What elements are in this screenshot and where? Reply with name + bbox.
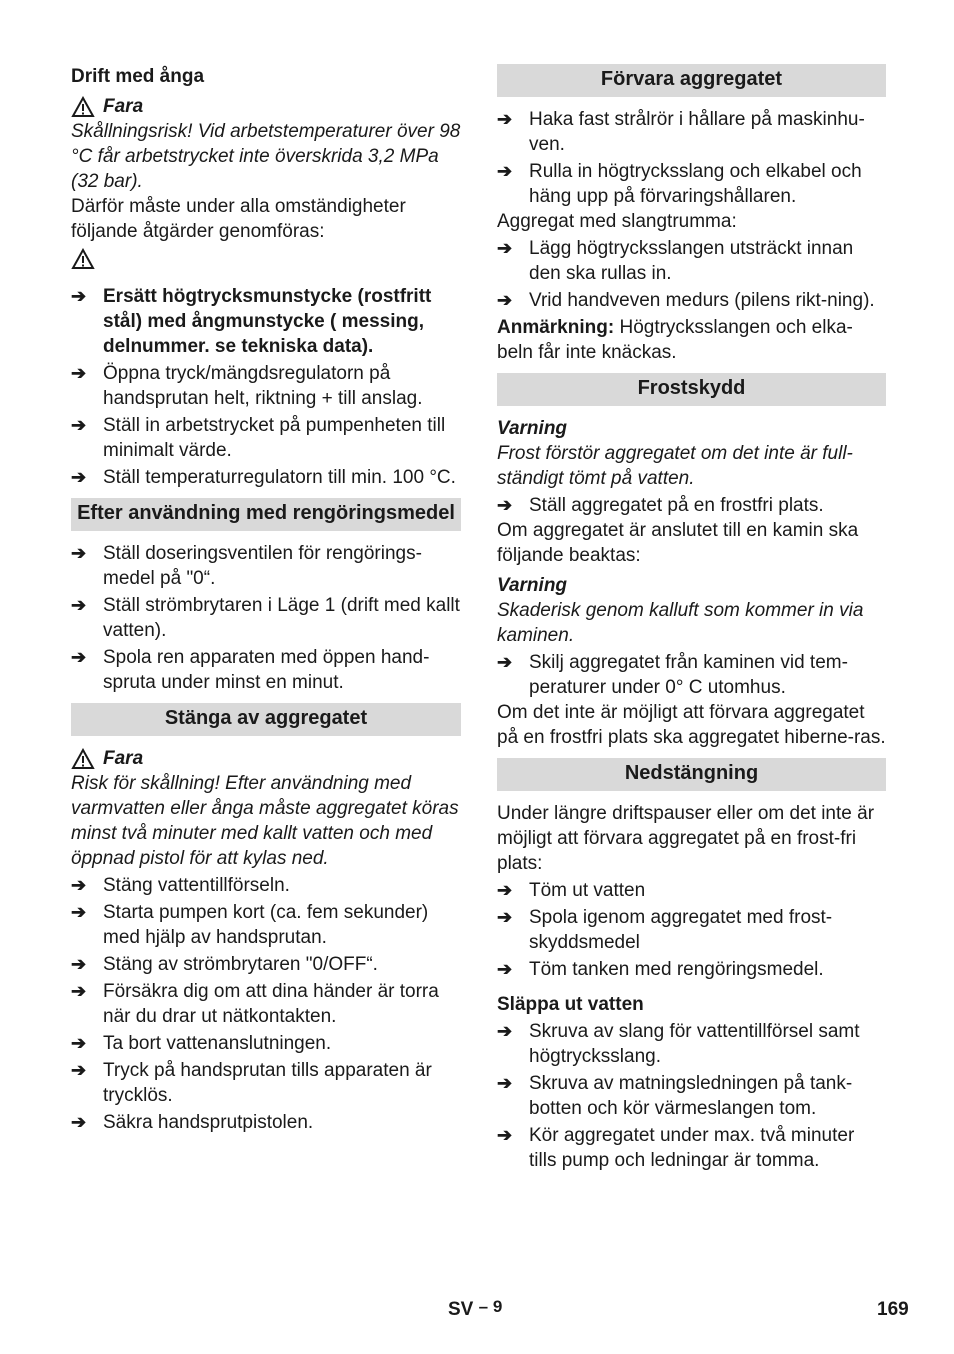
arrow-icon: ➔ <box>71 363 87 383</box>
slappa-ut-vatten-heading: Släppa ut vatten <box>497 994 644 1015</box>
list-item: ➔ Tryck på handsprutan tills apparaten är trycklös. <box>71 1060 432 1106</box>
arrow-icon: ➔ <box>71 902 87 922</box>
arrow-icon: ➔ <box>71 981 87 1001</box>
frostskydd-heading: Frostskydd <box>497 373 886 406</box>
arrow-icon: ➔ <box>497 1021 513 1041</box>
arrow-icon: ➔ <box>71 1033 87 1053</box>
list-item: ➔ Skruva av matningsledningen på tank-botten och kör värmeslangen tom. <box>497 1073 853 1119</box>
list-item: ➔ Öppna tryck/mängdsregulatorn på handsprutan helt, riktning + till anslag. <box>71 363 423 409</box>
list-item: ➔ Ställ strömbrytaren i Läge 1 (drift med kallt vatten). <box>71 595 460 641</box>
warning-triangle-icon <box>71 96 95 118</box>
varning-text-1: Frost förstör aggregatet om det inte är full-ständigt tömt på vatten. <box>497 443 853 489</box>
list-item: ➔ Töm tanken med rengöringsmedel. <box>497 959 824 980</box>
arrow-icon: ➔ <box>497 1125 513 1145</box>
arrow-icon: ➔ <box>497 652 513 672</box>
intro-text: Därför måste under alla omständigheter följande åtgärder genomföras: <box>71 196 406 242</box>
arrow-icon: ➔ <box>71 1060 87 1080</box>
arrow-icon: ➔ <box>497 495 513 515</box>
arrow-icon: ➔ <box>497 161 513 181</box>
list-item: ➔ Starta pumpen kort (ca. fem sekunder) med hjälp av handsprutan. <box>71 902 429 948</box>
arrow-icon: ➔ <box>497 109 513 129</box>
arrow-icon: ➔ <box>497 959 513 979</box>
list-item: ➔ Vrid handveven medurs (pilens rikt-ning). <box>497 290 875 311</box>
stanga-av-heading: Stänga av aggregatet <box>71 703 461 736</box>
fara-label-2: Fara <box>103 748 144 769</box>
list-item: ➔ Rulla in högtrycksslang och elkabel och häng upp på förvaringshållaren. <box>497 161 862 207</box>
varning-label-2: Varning <box>497 575 568 596</box>
varning-text-2: Skaderisk genom kalluft som kommer in via kaminen. <box>497 600 864 646</box>
arrow-icon: ➔ <box>497 1073 513 1093</box>
list-item: ➔ Stäng vattentillförseln. <box>71 875 290 896</box>
fara-text-1: Skållningsrisk! Vid arbetstemperaturer över 98 °C får arbetstrycket inte överskrida 3,2 MPa (32 bar). <box>71 121 461 192</box>
warning-triangle-icon <box>71 248 95 270</box>
list-item: ➔ Ställ doseringsventilen för rengörings-medel på "0“. <box>71 543 422 589</box>
warning-icon-row <box>71 248 461 274</box>
arrow-icon: ➔ <box>497 880 513 900</box>
arrow-icon: ➔ <box>71 875 87 895</box>
arrow-icon: ➔ <box>71 1112 87 1132</box>
anmarkning: Anmärkning: Högtrycksslangen och elka-beln får inte knäckas. <box>497 317 853 363</box>
fara-text-2: Risk för skållning! Efter användning med varmvatten eller ånga måste aggregatet köras minst två minuter med kallt vatten och med öppnad pistol för att kylas ned. <box>71 773 459 869</box>
list-item: ➔ Stäng av strömbrytaren "0/OFF“. <box>71 954 378 975</box>
arrow-icon: ➔ <box>71 415 87 435</box>
list-item: ➔ Kör aggregatet under max. två minuter tills pump och ledningar är tomma. <box>497 1125 855 1171</box>
right-column <box>497 64 886 1173</box>
arrow-icon: ➔ <box>71 286 87 306</box>
nedstangning-heading: Nedstängning <box>497 758 886 791</box>
efter-anvandning-heading: Efter användning med rengöringsmedel <box>71 498 461 531</box>
fara-warning-1 <box>71 94 461 119</box>
list-item: ➔ Säkra handsprutpistolen. <box>71 1112 314 1133</box>
left-column <box>71 64 461 1135</box>
arrow-icon: ➔ <box>71 647 87 667</box>
drift-med-anga-heading: Drift med ånga <box>71 66 205 87</box>
arrow-icon: ➔ <box>71 954 87 974</box>
fara-warning-2 <box>71 746 461 771</box>
list-item: ➔ Ställ in arbetstrycket på pumpenheten till minimalt värde. <box>71 415 446 461</box>
list-item: ➔ Ställ aggregatet på en frostfri plats. <box>497 495 824 516</box>
arrow-icon: ➔ <box>71 543 87 563</box>
list-item: ➔ Skilj aggregatet från kaminen vid tem-peraturer under 0° C utomhus. <box>497 652 848 698</box>
list-item: ➔ Lägg högtrycksslangen utsträckt innan den ska rullas in. <box>497 238 854 284</box>
arrow-icon: ➔ <box>71 595 87 615</box>
arrow-icon: ➔ <box>71 467 87 487</box>
footer-section: SV – 9 <box>448 1297 503 1320</box>
list-item: ➔ Ersätt högtrycksmunstycke (rostfritt stål) med ångmunstycke ( messing, delnummer. se tekniska data). <box>71 286 432 357</box>
list-item: ➔ Försäkra dig om att dina händer är torra när du drar ut nätkontakten. <box>71 981 439 1027</box>
warning-triangle-icon <box>71 748 95 770</box>
list-item: ➔ Ta bort vattenanslutningen. <box>71 1033 332 1054</box>
list-item: ➔ Spola ren apparaten med öppen hand-spruta under minst en minut. <box>71 647 430 693</box>
list-item: ➔ Skruva av slang för vattentillförsel samt högtrycksslang. <box>497 1021 860 1067</box>
page-number: 169 <box>877 1299 909 1320</box>
ned-intro: Under längre driftspauser eller om det inte är möjligt att förvara aggregatet på en frost-fri plats: <box>497 803 875 874</box>
varning-label-1: Varning <box>497 418 568 439</box>
arrow-icon: ➔ <box>497 907 513 927</box>
list-item: ➔ Haka fast strålrör i hållare på maskinhu-ven. <box>497 109 865 155</box>
list-item: ➔ Töm ut vatten <box>497 880 646 901</box>
fara-label-1: Fara <box>103 96 144 117</box>
list-item: ➔ Ställ temperaturregulatorn till min. 100 °C. <box>71 467 456 488</box>
forvara-heading: Förvara aggregatet <box>497 64 886 97</box>
kamin-text: Om aggregatet är anslutet till en kamin ska följande beaktas: <box>497 520 859 566</box>
slangtrumma-text: Aggregat med slangtrumma: <box>497 211 737 232</box>
hibernera-text: Om det inte är möjligt att förvara aggregatet på en frostfri plats ska aggregatet hiberne-ras. <box>497 702 886 748</box>
arrow-icon: ➔ <box>497 290 513 310</box>
list-item: ➔ Spola igenom aggregatet med frost-skyddsmedel <box>497 907 833 953</box>
arrow-icon: ➔ <box>497 238 513 258</box>
